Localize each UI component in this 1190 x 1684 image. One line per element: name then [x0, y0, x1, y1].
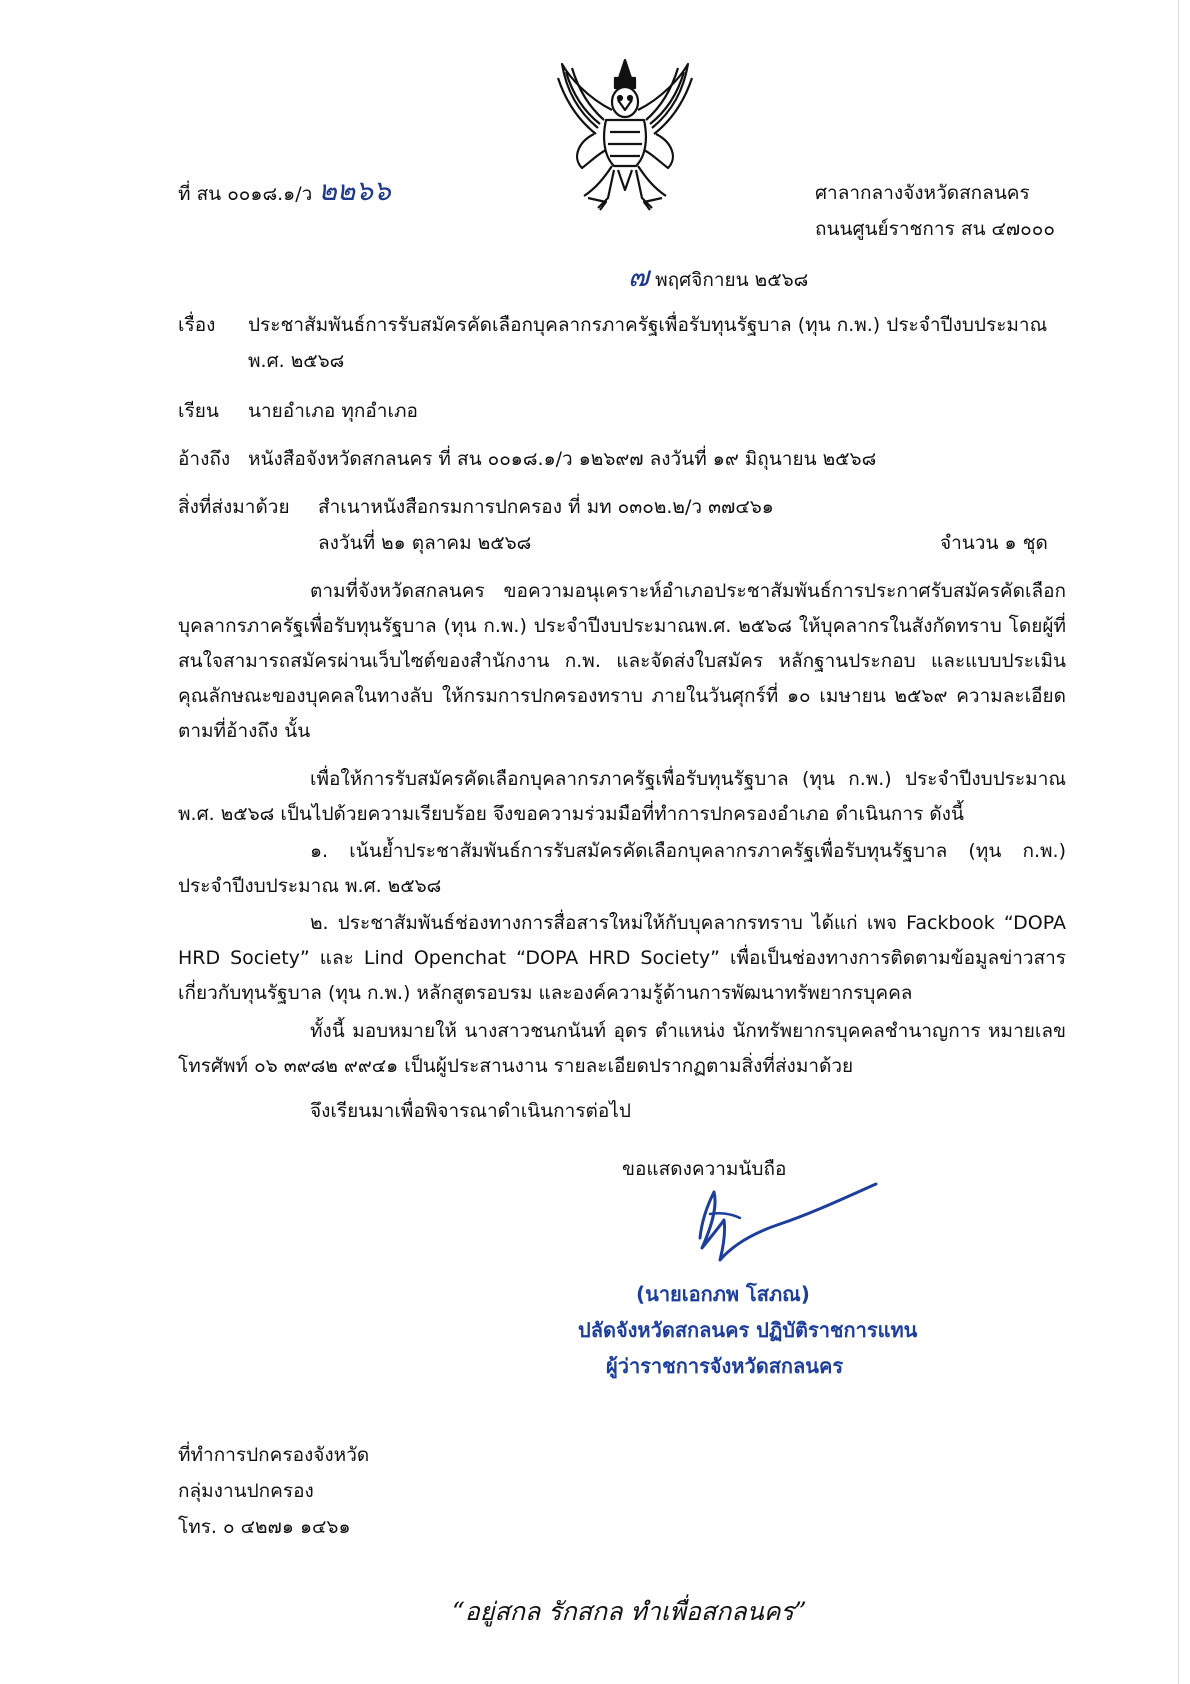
- reference-number-handwritten: ๒๒๖๖: [318, 174, 391, 207]
- date-month-year: พฤศจิกายน ๒๕๖๘: [655, 269, 809, 291]
- sender-group: กลุ่มงานปกครอง: [178, 1480, 314, 1502]
- enclosure-label: สิ่งที่ส่งมาด้วย: [178, 496, 290, 518]
- body-item-2: ๒. ประชาสัมพันธ์ช่องทางการสื่อสารใหม่ให้กับบุคลากรทราบ ได้แก่ เพจ Fackbook “DOPA HRD Society” และ Lind Openchat “DOPA HRD Society” เพื่อเป็นช่องทางการติดตามข้อมูลข่าวสารเกี่ยวกับทุนรัฐบาล (ทุน ก.พ.) หลักสูตรอบรม และองค์ความรู้ด้านการพัฒนาทรัพยากรบุคคล: [178, 912, 1066, 1004]
- body-paragraph-2: เพื่อให้การรับสมัครคัดเลือกบุคลากรภาครัฐเพื่อรับทุนรัฐบาล (ทุน ก.พ.) ประจำปีงบประมาณ พ.ศ. ๒๕๖๘ เป็นไปด้วยความเรียบร้อย จึงขอความร่วมมือที่ทำการปกครองอำเภอ ดำเนินการ ดังนี้: [178, 768, 1066, 825]
- subject-label: เรื่อง: [178, 314, 216, 336]
- body-item-1: ๑. เน้นย้ำประชาสัมพันธ์การรับสมัครคัดเลือกบุคลากรภาครัฐเพื่อรับทุนรัฐบาล (ทุน ก.พ.) ประจำปีงบประมาณ พ.ศ. ๒๕๖๘: [178, 840, 1066, 897]
- sender-office: ที่ทำการปกครองจังหวัด: [178, 1444, 370, 1466]
- handwritten-signature: [680, 1178, 880, 1274]
- regards-text: ขอแสดงความนับถือ: [622, 1158, 787, 1180]
- office-name: ศาลากลางจังหวัดสกลนคร: [815, 182, 1030, 204]
- signatory-title-2: ผู้ว่าราชการจังหวัดสกลนคร: [606, 1354, 844, 1378]
- date-day-handwritten: ๗: [628, 260, 650, 293]
- enclosure-line-2: ลงวันที่ ๒๑ ตุลาคม ๒๕๖๘: [318, 532, 532, 554]
- enclosure-count: จำนวน ๑ ชุด: [940, 532, 1048, 554]
- to-label: เรียน: [178, 400, 219, 422]
- reference-label: อ้างถึง: [178, 448, 231, 470]
- closing-sentence: จึงเรียนมาเพื่อพิจารณาดำเนินการต่อไป: [310, 1100, 631, 1122]
- letter-date: [628, 260, 809, 293]
- page-edge-line: [1178, 0, 1179, 1684]
- body-paragraph-3: ทั้งนี้ มอบหมายให้ นางสาวชนกนันท์ อุดร ตำแหน่ง นักทรัพยากรบุคคลชำนาญการ หมายเลขโทรศัพท์ ๐๖ ๓๙๘๒ ๙๙๔๑ เป็นผู้ประสานงาน รายละเอียดปรากฏตามสิ่งที่ส่งมาด้วย: [178, 1020, 1066, 1077]
- reference-value: หนังสือจังหวัดสกลนคร ที่ สน ๐๐๑๘.๑/ว ๑๒๖๙๗ ลงวันที่ ๑๙ มิถุนายน ๒๕๖๘: [248, 448, 877, 470]
- body-paragraph-1: ตามที่จังหวัดสกลนคร ขอความอนุเคราะห์อำเภอประชาสัมพันธ์การประกาศรับสมัครคัดเลือกบุคลากรภาครัฐเพื่อรับทุนรัฐบาล (ทุน ก.พ.) ประจำปีงบประมาณพ.ศ. ๒๕๖๘ ให้บุคลากรในสังกัดทราบ โดยผู้ที่สนใจสามารถสมัครผ่านเว็บไซต์ของสำนักงาน ก.พ. และจัดส่งใบสมัคร หลักฐานประกอบ และแบบประเมินคุณลักษณะของบุคคลในทางลับ ให้กรมการปกครองทราบ ภายในวันศุกร์ที่ ๑๐ เมษายน ๒๕๖๙ ความละเอียดตามที่อ้างถึง นั้น: [178, 580, 1066, 742]
- garuda-emblem-icon: [548, 58, 702, 214]
- office-address: ถนนศูนย์ราชการ สน ๔๗๐๐๐: [815, 218, 1055, 240]
- footer-motto: “อยู่สกล รักสกล ทำเพื่อสกลนคร”: [452, 1597, 807, 1626]
- reference-number: [178, 174, 391, 207]
- reference-number-printed: ที่ สน ๐๐๑๘.๑/ว: [178, 183, 313, 205]
- signatory-name: (นายเอกภพ โสภณ): [636, 1282, 810, 1306]
- sender-phone: โทร. ๐ ๔๒๗๑ ๑๔๖๑: [178, 1516, 351, 1538]
- to-value: นายอำเภอ ทุกอำเภอ: [248, 400, 418, 422]
- enclosure-line-1: สำเนาหนังสือกรมการปกครอง ที่ มท ๐๓๐๒.๒/ว ๓๗๔๖๑: [318, 496, 774, 518]
- signatory-title-1: ปลัดจังหวัดสกลนคร ปฏิบัติราชการแทน: [578, 1318, 918, 1342]
- subject-line-2: พ.ศ. ๒๕๖๘: [248, 350, 345, 372]
- subject-line-1: ประชาสัมพันธ์การรับสมัครคัดเลือกบุคลากรภาครัฐเพื่อรับทุนรัฐบาล (ทุน ก.พ.) ประจำปีงบประมาณ: [248, 314, 1048, 336]
